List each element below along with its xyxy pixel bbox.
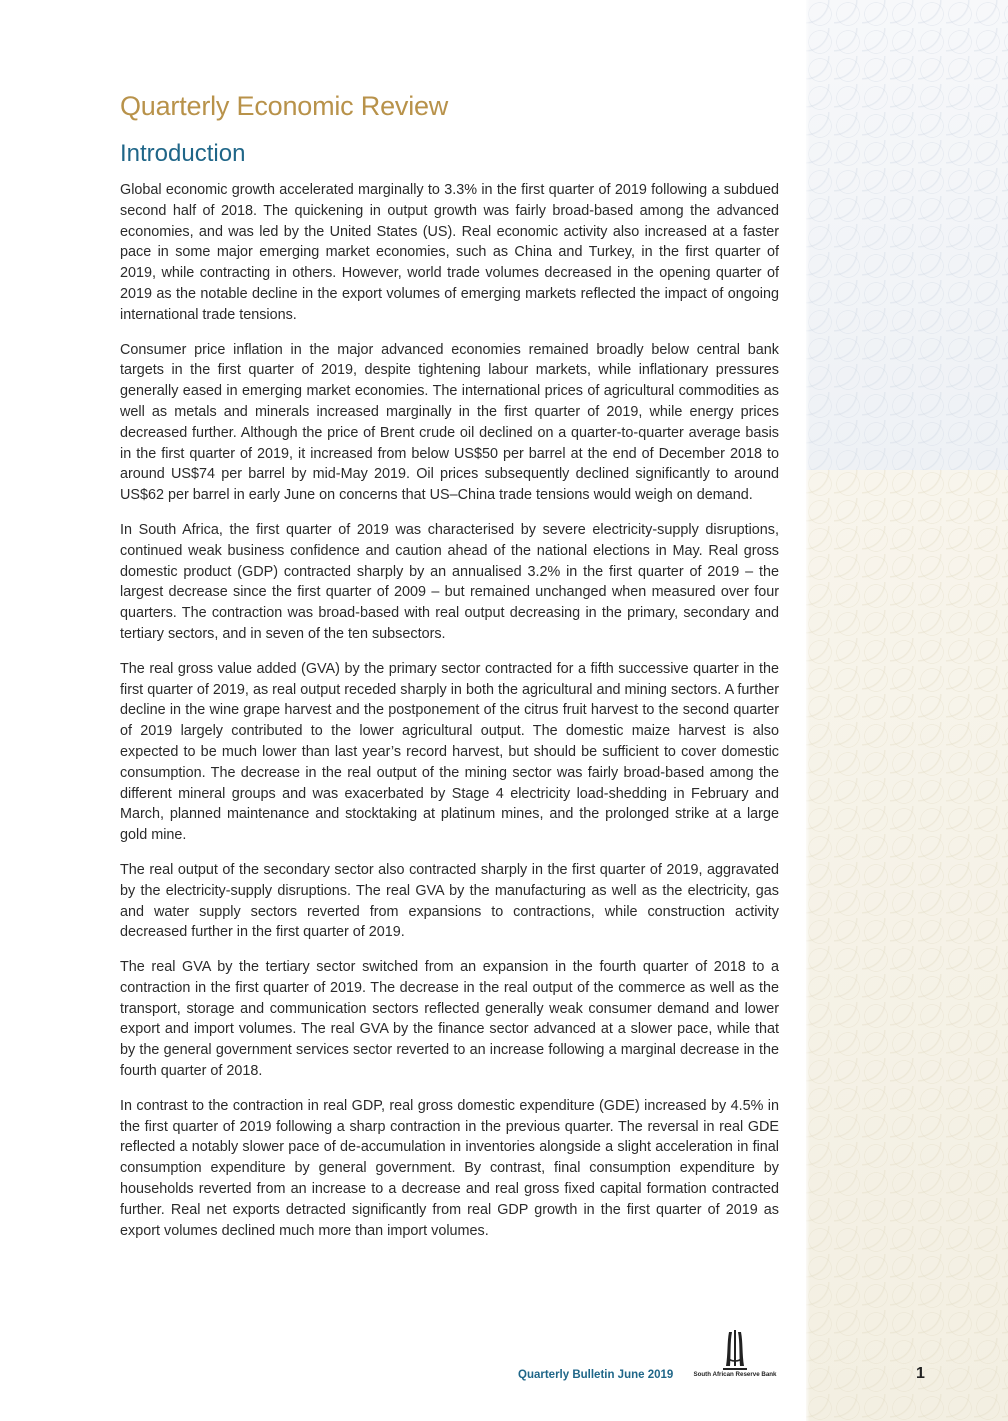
paragraph-primary-sector: The real gross value added (GVA) by the primary sector contracted for a fifth successive quarter in the first quarter of 2019, as real output receded sharply in both the agricultural and mining sectors. A further decline in the wine grape harvest and the postponement of the citrus fruit harvest to the second quarter of 2019 largely contributed to the lower agricultural output. The domestic maize harvest is also expected to be much lower than last year’s record harvest, but should be sufficient to cover domestic consumption. The decrease in the real output of the mining sector was fairly broad-based among the different mineral groups and was exacerbated by Stage 4 electricity load-shedding in February and March, planned maintenance and stocktaking at platinum mines, and the prolonged strike at a large gold mine. [120, 660, 779, 844]
paragraph-secondary-sector: The real output of the secondary sector also contracted sharply in the first quarter of 2019, aggravated by the electricity-supply disruptions. The real GVA by the manufacturing as well as the electricity, gas and water supply sectors reverted from expansions to contractions, while construction activity decreased further in the first quarter of 2019. [120, 861, 779, 941]
sarb-logo-text: South African Reserve Bank [693, 1371, 777, 1378]
margin-pattern-bottom [806, 470, 1008, 1421]
paragraph-inflation: Consumer price inflation in the major advanced economies remained broadly below central bank targets in the first quarter of 2019, despite tightening labour markets, while inflationary pressures generally eased in emerging market economies. The international prices of agricultural commodities as well as metals and minerals increased marginally in the first quarter of 2019, while energy prices decreased further. Although the price of Brent crude oil declined on a quarter-to-quarter average basis in the first quarter of 2019, it increased from below US$50 per barrel at the end of December 2018 to around US$74 per barrel by mid-May 2019. Oil prices subsequently declined significantly to around US$62 per barrel in early June on concerns that US–China trade tensions would weigh on demand. [120, 341, 779, 504]
paragraph-south-africa: In South Africa, the first quarter of 2019 was characterised by severe electricity-supply disruptions, continued weak business confidence and caution ahead of the national elections in May. Real gross domestic product (GDP) contracted sharply by an annualised 3.2% in the first quarter of 2019 – the largest decrease since the first quarter of 2009 – but remained unchanged when measured over four quarters. The contraction was broad-based with real output decreasing in the primary, secondary and tertiary sectors, and in seven of the ten subsectors. [120, 521, 779, 642]
margin-pattern-top [806, 0, 1008, 470]
sarb-emblem-icon [715, 1328, 755, 1370]
paragraph-tertiary-sector: The real GVA by the tertiary sector switched from an expansion in the fourth quarter of 2018 to a contraction in the first quarter of 2019. The decrease in the real output of the commerce as well as the transport, storage and communication sectors reflected generally weak consumer demand and lower export and import volumes. The real GVA by the finance sector advanced at a slower pace, while that by the general government services sector reverted to an increase following a marginal decrease in the fourth quarter of 2018. [120, 959, 779, 1080]
footer-publication: Quarterly Bulletin June 2019 [518, 1369, 674, 1381]
paragraph-expenditure: In contrast to the contraction in real GDP, real gross domestic expenditure (GDE) increased by 4.5% in the first quarter of 2019 following a sharp contraction in the previous quarter. The reversal in real GDE reflected a notably slower pace of de-accumulation in inventories alongside a slight acceleration in final consumption expenditure by general government. By contrast, final consumption expenditure by households reverted from an increase to a decrease and real gross fixed capital formation contracted further. Real net exports detracted significantly from real GDP growth in the first quarter of 2019 as export volumes declined much more than import volumes. [120, 1097, 779, 1239]
sarb-logo [688, 1328, 782, 1384]
section-title: Introduction [120, 140, 246, 167]
margin-edge [804, 0, 810, 1421]
report-title: Quarterly Economic Review [120, 91, 449, 121]
paragraph-global-growth: Global economic growth accelerated marginally to 3.3% in the first quarter of 2019 following a subdued second half of 2018. The quickening in output growth was fairly broad-based among the advanced economies, and was led by the United States (US). Real economic activity also increased at a faster pace in some major emerging market economies, such as China and Turkey, in the first quarter of 2019, while contracting in others. However, world trade volumes decreased in the opening quarter of 2019 as the notable decline in the export volumes of emerging markets reflected the impact of ongoing international trade tensions. [120, 182, 779, 323]
page-content [120, 88, 779, 1255]
page-number: 1 [916, 1365, 925, 1382]
